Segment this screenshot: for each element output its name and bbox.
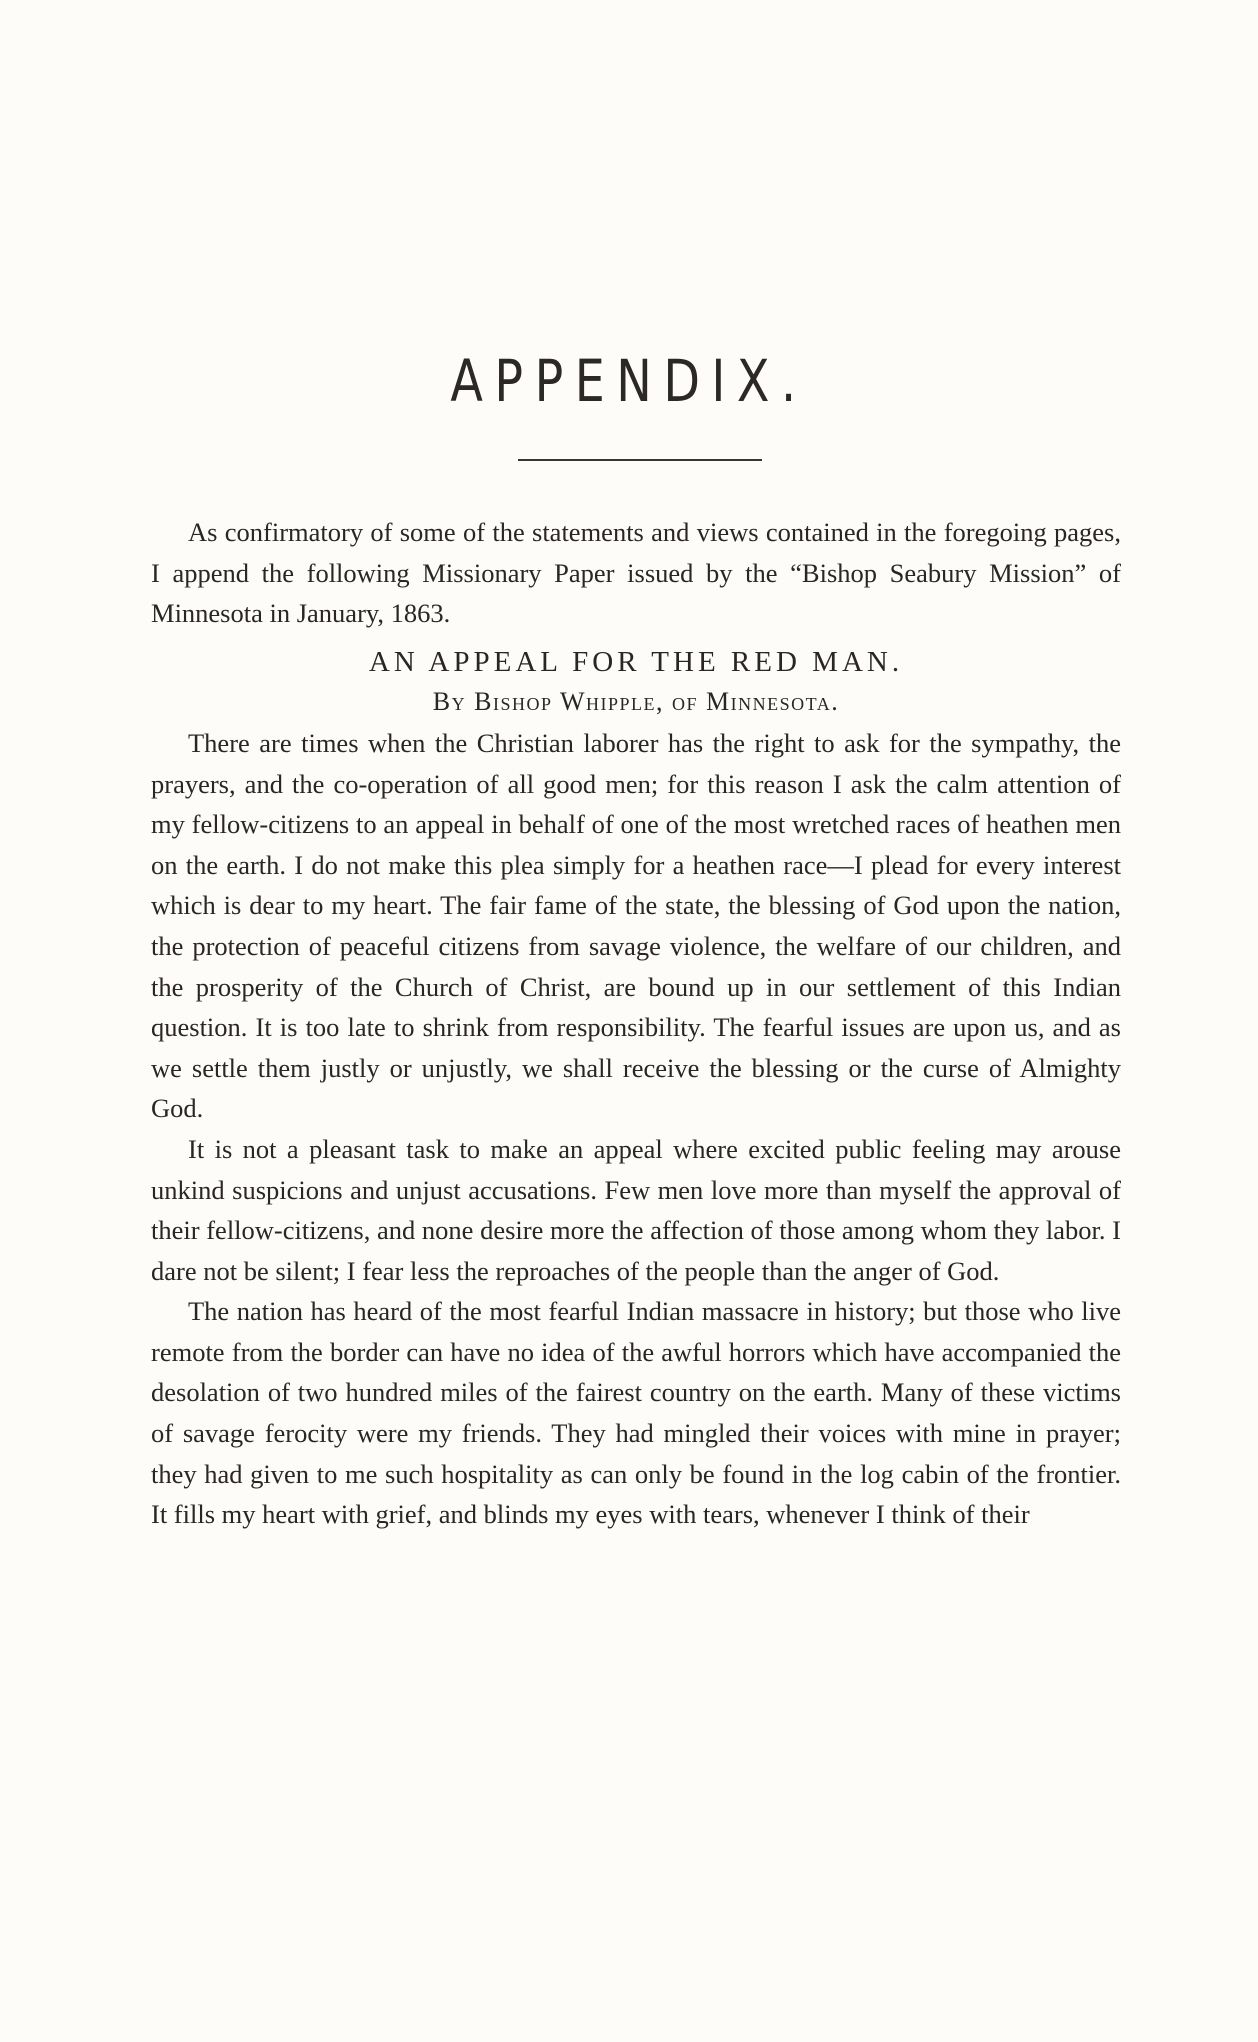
paragraph-1: There are times when the Christian laborer has the right to ask for the sympathy, the prayers, and the co-operation of all good men; for this reason I ask the calm attention of my fellow-citizens to an appeal in behalf of one of the most wretched races of heathen men on the earth. I do not make this plea simply for a heathen race—I plead for every interest which is dear to my heart. The fair fame of the state, the blessing of God upon the nation, the protection of peaceful citizens from savage violence, the welfare of our children, and the prosperity of the Church of Christ, are bound up in our settlement of this Indian question. It is too late to shrink from responsibility. The fearful issues are upon us, and as we settle them justly or unjustly, we shall receive the blessing or the curse of Almighty God. xyxy=(151,727,1121,1124)
heading-divider xyxy=(518,459,762,461)
article-byline: By Bishop Whipple, of Minnesota. xyxy=(432,687,840,717)
paragraph-3: The nation has heard of the most fearful Indian massacre in history; but those who live remote from the border can have no idea of the awful horrors which have accompanied the desolation of two hundred miles of the fairest country on the earth. Many of these victims of savage ferocity were my friends. They had mingled their voices with mine in prayer; they had given to me such hospitality as can only be found in the log cabin of the frontier. It fills my heart with grief, and blinds my eyes with tears, whenever I think of their xyxy=(151,1296,1121,1530)
body-text xyxy=(151,512,1121,1535)
article-title: AN APPEAL FOR THE RED MAN. xyxy=(368,645,904,678)
intro-paragraph: As confirmatory of some of the statements and views contained in the foregoing pages, I append the following Missionary Paper issued by the “Bishop Seabury Mission” of Minnesota in January, 1863. xyxy=(151,517,1121,629)
page-heading: APPENDIX. xyxy=(450,347,808,415)
paragraph-2: It is not a pleasant task to make an appeal where excited public feeling may arouse unkind suspicions and unjust accusations. Few men love more than myself the approval of their fellow-citizens, and none desire more the affection of those among whom they labor. I dare not be silent; I fear less the reproaches of the people than the anger of God. xyxy=(151,1133,1121,1286)
